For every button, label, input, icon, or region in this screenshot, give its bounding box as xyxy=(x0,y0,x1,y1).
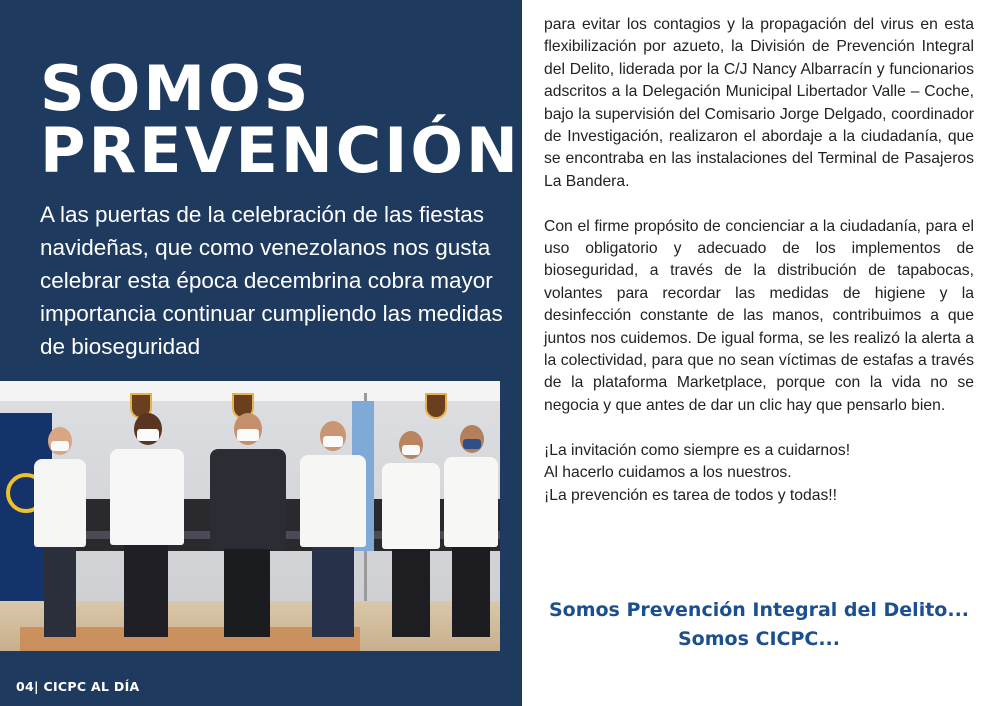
closing-line-2: Somos CICPC... xyxy=(678,628,840,650)
event-photo xyxy=(0,381,500,651)
wall-emblem xyxy=(425,393,447,419)
article-paragraph-2: Con el firme propósito de concienciar a la ciudadanía, para el uso obligatorio y adecuado de los implementos de bioseguridad, a través de la distribución de tapabocas, volantes para recordar las medidas de higiene y la desinfección constante de las manos, contribuimos a que juntos nos cuidemos. De igual forma, se les realizó la alerta a la colectividad, para que no sean víctimas de estafas a través de la plataforma Marketplace, porque con la vida no se negocia y que antes de dar un clic hay que pensarlo bien. xyxy=(544,217,974,414)
prevention-line: ¡La prevención es tarea de todos y todas!! xyxy=(544,486,838,504)
closing-slogan xyxy=(544,596,974,654)
person-figure xyxy=(104,413,190,637)
lead-paragraph: A las puertas de la celebración de las fiestas navideñas, que como venezolanos nos gusta celebrar esta época decembrina cobra mayor importancia continuar cumpliendo las medidas de bioseguridad xyxy=(40,202,503,359)
page-footer: 04| CICPC AL DÍA xyxy=(16,679,140,694)
person-figure xyxy=(380,431,442,637)
person-figure xyxy=(298,421,368,637)
page-title xyxy=(40,52,521,187)
article-paragraph-1: para evitar los contagios y la propagación del virus en esta flexibilización por azueto, la División de Prevención Integral del Delito, liderada por la C/J Nancy Albarracín y funcionarios adscritos a la Delegación Municipal Libertador Valle – Coche, bajo la supervisión del Comisario Jorge Delgado, coordinador de Investigación, realizaron el abordaje a la ciudadanía, que se encontraba en las instalaciones del Terminal de Pasajeros La Bandera. xyxy=(544,16,974,190)
invitation-line: ¡La invitación como siempre es a cuidarnos! xyxy=(544,441,851,459)
title-line-2: PREVENCIÓN xyxy=(40,114,521,187)
title-line-1: SOMOS xyxy=(40,52,312,125)
person-figure xyxy=(206,413,290,637)
article-body xyxy=(544,14,974,507)
care-line: Al hacerlo cuidamos a los nuestros. xyxy=(544,464,792,482)
closing-line-1: Somos Prevención Integral del Delito... xyxy=(548,599,970,621)
person-figure xyxy=(30,427,90,637)
person-figure xyxy=(442,425,500,637)
